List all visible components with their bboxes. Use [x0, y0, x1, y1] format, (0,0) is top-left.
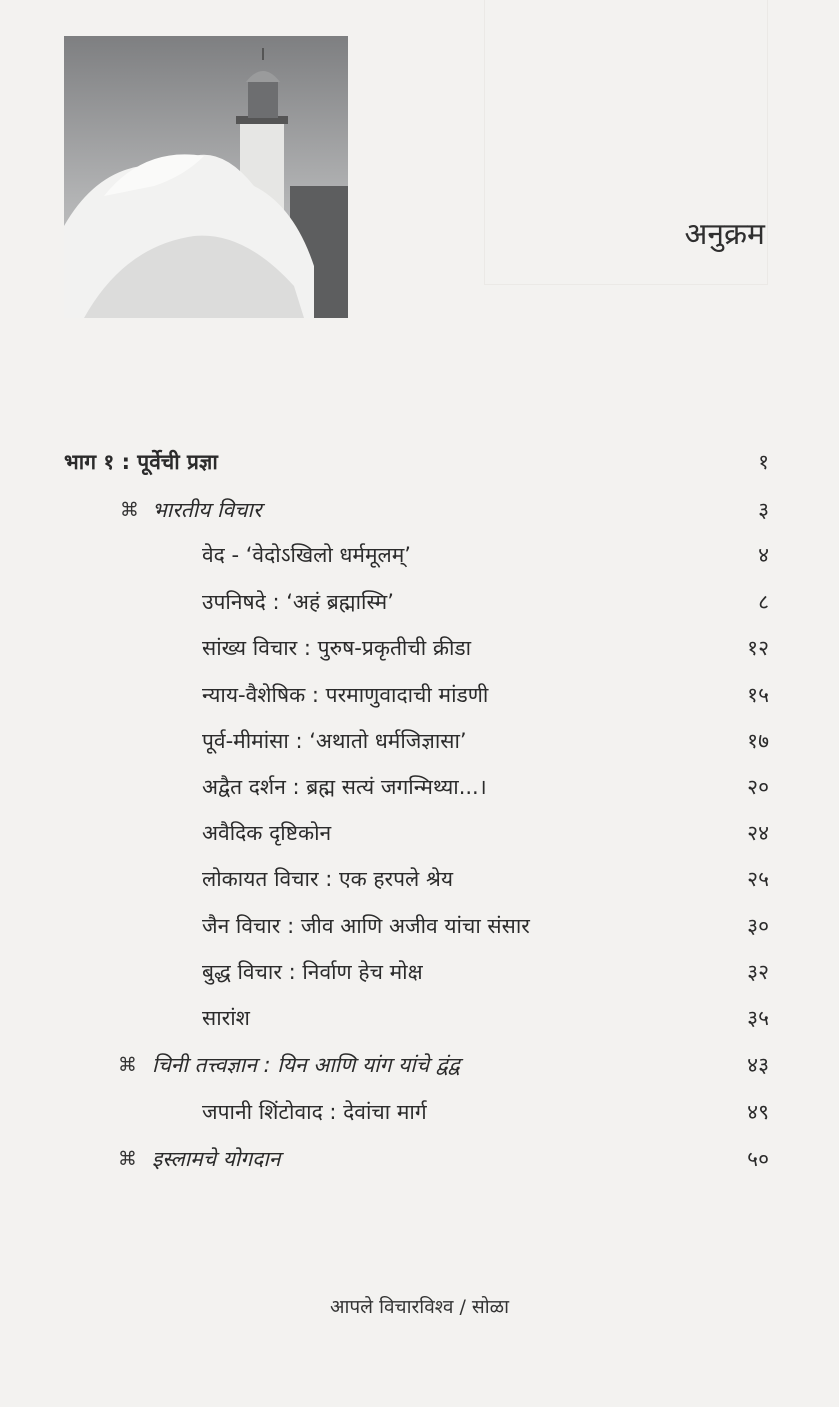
toc-entry[interactable]	[0, 952, 769, 992]
toc-page-number: ३२	[747, 960, 769, 984]
toc-page-number: ३०	[747, 914, 769, 938]
toc-page-number: २०	[747, 775, 769, 799]
toc-page-number: २४	[747, 821, 769, 845]
toc-page-number: २५	[747, 867, 769, 891]
toc-page-number: १	[758, 450, 769, 474]
toc-page-number: ८	[758, 590, 769, 614]
toc-label: उपनिषदे : ‘अहं ब्रह्मास्मि’	[202, 590, 394, 614]
toc-page-number: ३	[758, 498, 769, 522]
toc-entry[interactable]	[0, 998, 769, 1038]
toc-entry[interactable]	[0, 675, 769, 715]
toc-label: भाग १ : पूर्वेची प्रज्ञा	[64, 450, 218, 474]
toc-page-number: ४३	[747, 1053, 769, 1077]
toc-label: जपानी शिंटोवाद : देवांचा मार्ग	[202, 1100, 427, 1124]
toc-label: सारांश	[202, 1006, 250, 1030]
toc-label: अद्वैत दर्शन : ब्रह्म सत्यं जगन्मिथ्या...।	[202, 775, 487, 799]
page-footer: आपले विचारविश्व / सोळा	[329, 1296, 510, 1318]
toc-entry[interactable]	[0, 582, 769, 622]
toc-page-number: १२	[747, 636, 769, 660]
section-bullet-icon: ⌘	[120, 499, 139, 521]
toc-entry[interactable]	[0, 859, 769, 899]
toc-label: जैन विचार : जीव आणि अजीव यांचा संसार	[202, 914, 530, 938]
toc-entry[interactable]	[0, 721, 769, 761]
lighthouse-photo	[64, 36, 348, 318]
toc-entry[interactable]	[0, 535, 769, 575]
toc-label: इस्लामचे योगदान	[152, 1147, 281, 1171]
toc-section[interactable]	[0, 1045, 769, 1085]
toc-page-number: ३५	[747, 1006, 769, 1030]
toc-entry[interactable]	[0, 628, 769, 668]
toc-label: लोकायत विचार : एक हरपले श्रेय	[202, 867, 454, 891]
toc-label: वेद - ‘वेदोऽखिलो धर्ममूलम्’	[202, 543, 411, 567]
toc-entry[interactable]	[0, 813, 769, 853]
toc-section[interactable]	[0, 490, 769, 530]
section-bullet-icon: ⌘	[118, 1148, 137, 1170]
toc-label: भारतीय विचार	[152, 498, 262, 522]
toc-page-number: ५०	[747, 1147, 769, 1171]
toc-entry[interactable]	[0, 1092, 769, 1132]
toc-label: न्याय-वैशेषिक : परमाणुवादाची मांडणी	[202, 683, 489, 707]
toc-page-number: ४९	[747, 1100, 769, 1124]
toc-part[interactable]	[0, 442, 769, 482]
toc-label: चिनी तत्त्वज्ञान : यिन आणि यांग यांचे द्वंद्व	[152, 1053, 460, 1077]
section-bullet-icon: ⌘	[118, 1054, 137, 1076]
toc-label: बुद्ध विचार : निर्वाण हेच मोक्ष	[202, 960, 423, 984]
toc-page-number: ४	[758, 543, 769, 567]
page-title: अनुक्रम	[684, 217, 765, 252]
toc-section[interactable]	[0, 1139, 769, 1179]
toc-page-number: १७	[747, 729, 769, 753]
toc-entry[interactable]	[0, 767, 769, 807]
toc-page-number: १५	[747, 683, 769, 707]
toc-label: अवैदिक दृष्टिकोन	[202, 821, 332, 845]
toc-label: पूर्व-मीमांसा : ‘अथातो धर्मजिज्ञासा’	[202, 729, 467, 753]
toc-entry[interactable]	[0, 906, 769, 946]
toc-label: सांख्य विचार : पुरुष-प्रकृतीची क्रीडा	[202, 636, 472, 660]
